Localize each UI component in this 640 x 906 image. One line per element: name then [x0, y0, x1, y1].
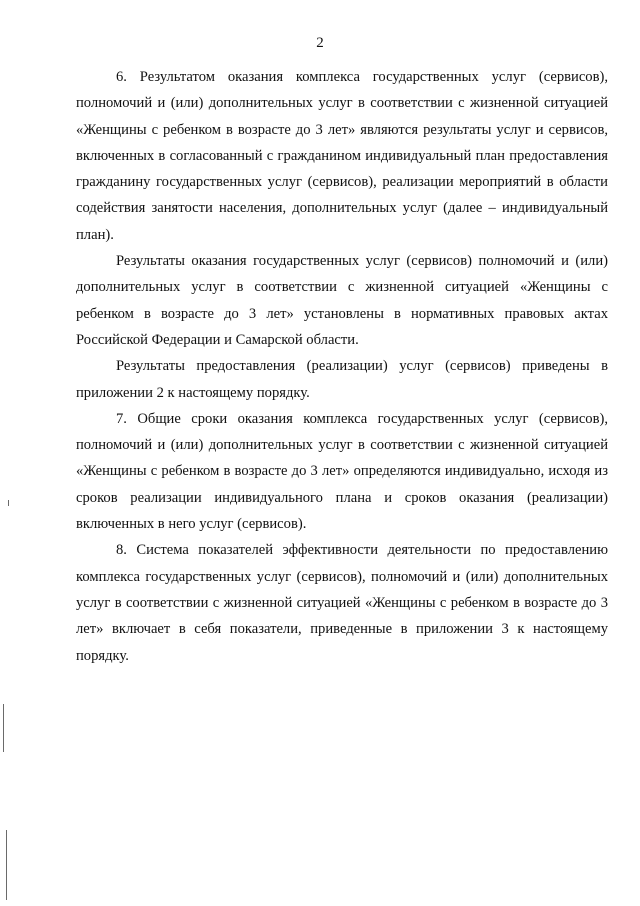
- scan-mark: [6, 830, 7, 900]
- paragraph-results-legal: Результаты оказания государственных услуг (сервисов) полномочий и (или) дополнительных услуг в соответствии с жизненной ситуацией «Женщины с ребенком в возрасте до 3 лет» установлены в нормативных правовых актах Российской Федерации и Самарской области.: [76, 253, 608, 348]
- paragraph-8: 8. Система показателей эффективности деятельности по предоставлению комплекса государственных услуг (сервисов), полномочий и (или) дополнительных услуг в соответствии с жизненной ситуацией «Женщины с ребенком в возрасте до 3 лет» включает в себя показатели, приведенные в приложении 3 к настоящему порядку.: [76, 542, 608, 664]
- paragraph-7: 7. Общие сроки оказания комплекса государственных услуг (сервисов), полномочий и (или) дополнительных услуг в соответствии с жизненной ситуацией «Женщины с ребенком в возрасте до 3 лет» определяются индивидуально, исходя из сроков реализации индивидуального плана и сроков оказания (реализации) включенных в него услуг (сервисов).: [76, 410, 608, 533]
- paragraph-results-appendix: Результаты предоставления (реализации) услуг (сервисов) приведены в приложении 2 к настоящему порядку.: [76, 358, 608, 401]
- scan-mark: [8, 500, 9, 506]
- document-body: [76, 64, 608, 669]
- paragraph-6: 6. Результатом оказания комплекса государственных услуг (сервисов), полномочий и (или) дополнительных услуг в соответствии с жизненной ситуацией «Женщины с ребенком в возрасте до 3 лет» являются результаты услуг и сервисов, включенных в согласованный с гражданином индивидуальный план предоставления гражданину государственных услуг (сервисов), реализации мероприятий в области содействия занятости населения, дополнительных услуг (далее – индивидуальный план).: [76, 69, 608, 243]
- page-number: 2: [316, 35, 324, 51]
- scan-mark: [3, 704, 4, 752]
